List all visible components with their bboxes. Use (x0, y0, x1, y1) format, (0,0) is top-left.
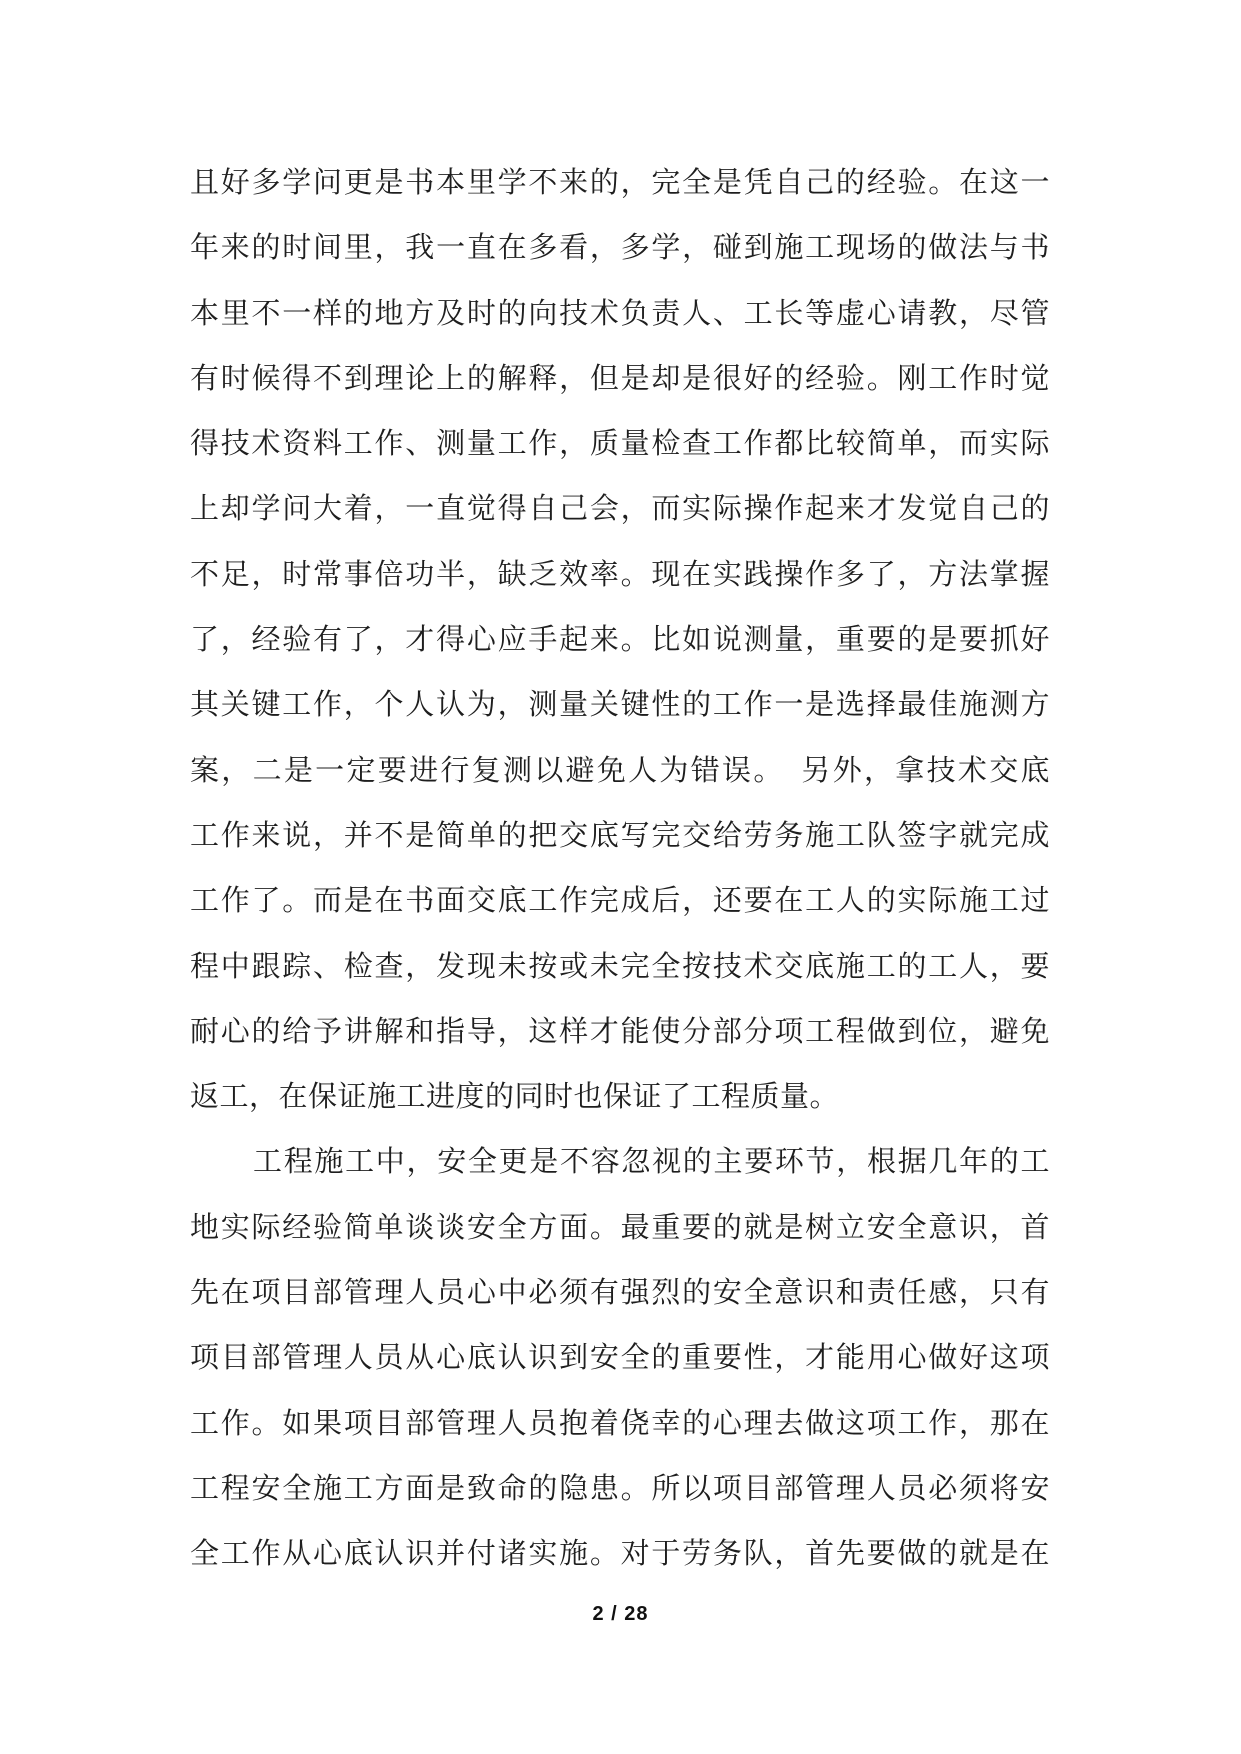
text-line: 耐心的给予讲解和指导，这样才能使分部分项工程做到位，避免 (190, 1015, 1050, 1048)
text-line: 案，二是一定要进行复测以避免人为错误。 另外，拿技术交底 (190, 754, 1050, 787)
text-line: 程中跟踪、检查，发现未按或未完全按技术交底施工的工人，要 (190, 950, 1050, 983)
text-line: 不足，时常事倍功半，缺乏效率。现在实践操作多了，方法掌握 (190, 558, 1050, 591)
text-line: 工程施工中，安全更是不容忽视的主要环节，根据几年的工 (253, 1146, 1050, 1179)
text-line: 了，经验有了，才得心应手起来。比如说测量，重要的是要抓好 (190, 624, 1050, 657)
text-line: 工作。如果项目部管理人员抱着侥幸的心理去做这项工作，那在 (190, 1407, 1050, 1440)
text-line: 工程安全施工方面是致命的隐患。所以项目部管理人员必须将安 (190, 1472, 1050, 1505)
document-body-text (190, 151, 1050, 1588)
text-line: 先在项目部管理人员心中必须有强烈的安全意识和责任感，只有 (190, 1277, 1050, 1310)
text-line: 工作了。而是在书面交底工作完成后，还要在工人的实际施工过 (190, 885, 1050, 918)
text-line: 返工，在保证施工进度的同时也保证了工程质量。 (190, 1081, 840, 1114)
text-line: 项目部管理人员从心底认识到安全的重要性，才能用心做好这项 (190, 1342, 1050, 1375)
text-line: 上却学问大着，一直觉得自己会，而实际操作起来才发觉自己的 (190, 493, 1050, 526)
text-line: 年来的时间里，我一直在多看，多学，碰到施工现场的做法与书 (190, 232, 1050, 265)
text-line: 有时候得不到理论上的解释，但是却是很好的经验。刚工作时觉 (190, 362, 1050, 395)
text-line: 全工作从心底认识并付诸实施。对于劳务队，首先要做的就是在 (190, 1538, 1050, 1571)
text-line: 地实际经验简单谈谈安全方面。最重要的就是树立安全意识，首 (190, 1211, 1050, 1244)
text-line: 其关键工作，个人认为，测量关键性的工作一是选择最佳施测方 (190, 689, 1050, 722)
page-number: 2 / 28 (592, 1603, 649, 1625)
text-line: 得技术资料工作、测量工作，质量检查工作都比较简单，而实际 (190, 428, 1050, 461)
text-line: 本里不一样的地方及时的向技术负责人、工长等虚心请教，尽管 (190, 297, 1050, 330)
text-line: 且好多学问更是书本里学不来的，完全是凭自己的经验。在这一 (190, 167, 1050, 199)
text-line: 工作来说，并不是简单的把交底写完交给劳务施工队签字就完成 (190, 819, 1050, 852)
